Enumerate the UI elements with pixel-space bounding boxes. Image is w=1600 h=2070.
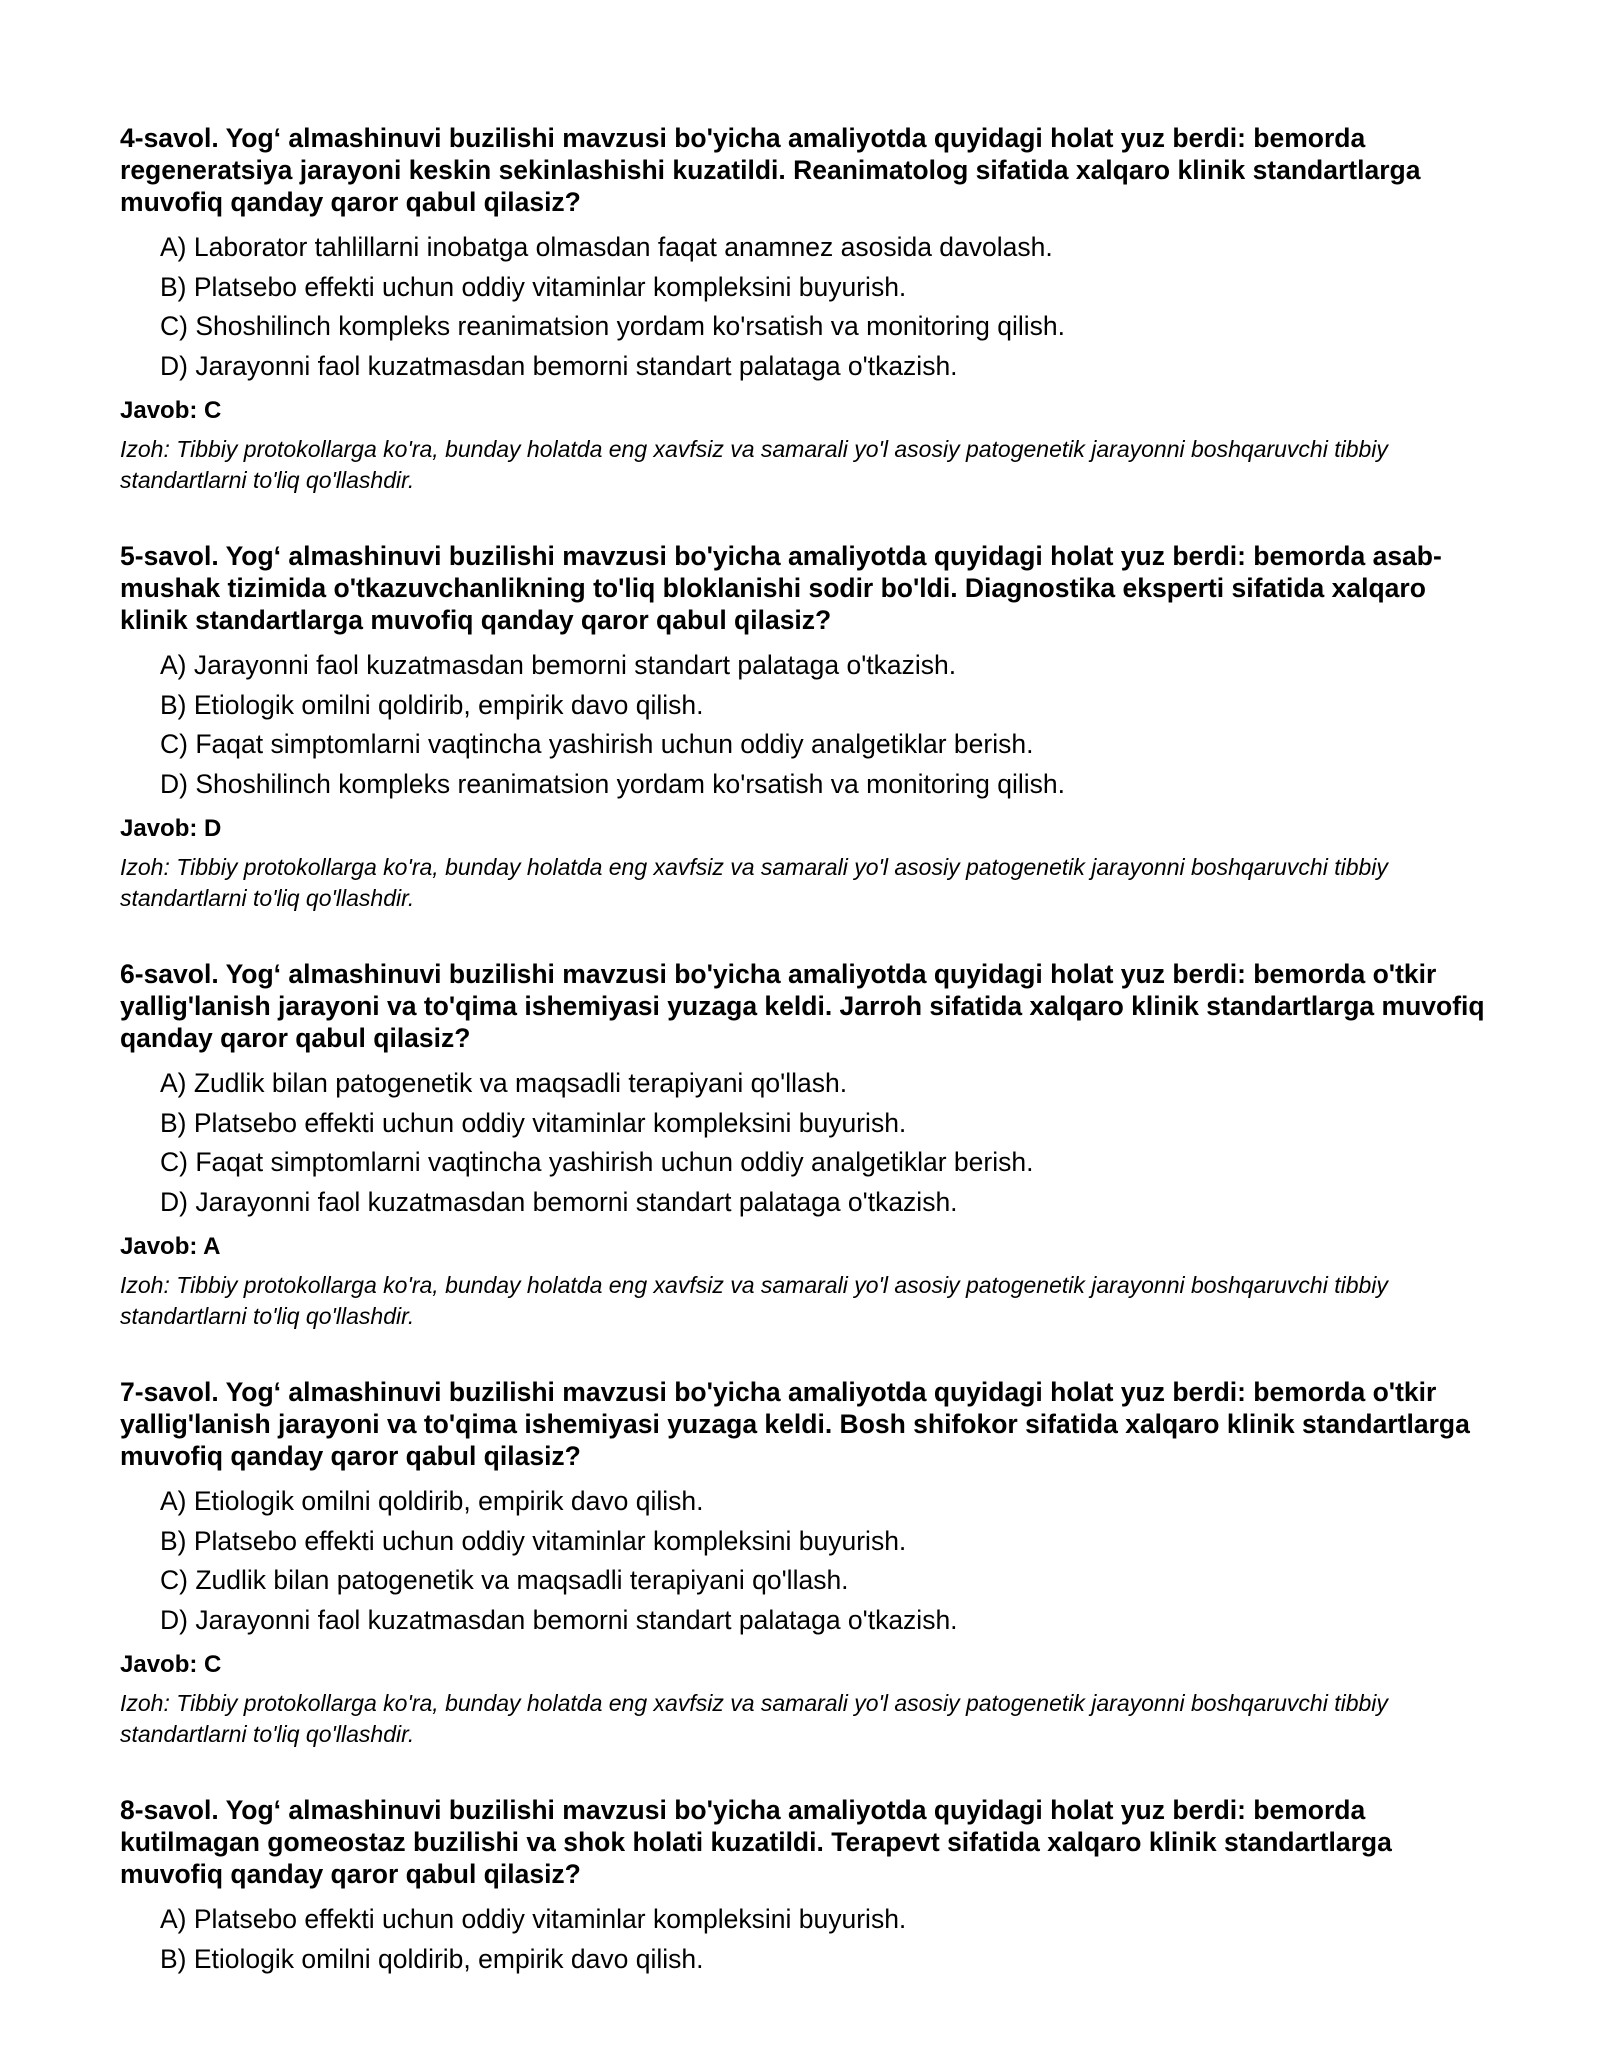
option-b: B) Etiologik omilni qoldirib, empirik davo qilish. <box>160 1943 704 1974</box>
explanation-text: Izoh: Tibbiy protokollarga ko'ra, bunday holatda eng xavfsiz va samarali yo'l asosiy patogenetik jarayonni boshqaruvchi tibbiy standartlarni to'liq qo'llashdir. <box>120 436 1388 493</box>
option-c: C) Shoshilinch kompleks reanimatsion yordam ko'rsatish va monitoring qilish. <box>160 311 1065 341</box>
option-a: A) Zudlik bilan patogenetik va maqsadli terapiyani qo'llash. <box>160 1068 848 1098</box>
question-title: 5-savol. Yog‘ almashinuvi buzilishi mavzusi bo'yicha amaliyotda quyidagi holat yuz berdi: bemorda asab-mushak tizimida o'tkazuvchanlikning to'liq bloklanishi sodir bo'ldi. Diagnostika eksperti sifatida xalqaro klinik standartlarga muvofiq qanday qaror qabul qilasiz? <box>120 541 1442 635</box>
question-7 <box>120 1376 1500 1750</box>
option-list <box>120 228 1500 386</box>
explanation-text: Izoh: Tibbiy protokollarga ko'ra, bunday holatda eng xavfsiz va samarali yo'l asosiy patogenetik jarayonni boshqaruvchi tibbiy standartlarni to'liq qo'llashdir. <box>120 854 1388 911</box>
option-c: C) Faqat simptomlarni vaqtincha yashirish uchun oddiy analgetiklar berish. <box>160 729 1034 759</box>
option-a: A) Etiologik omilni qoldirib, empirik davo qilish. <box>160 1486 704 1516</box>
question-8 <box>120 1794 1500 1979</box>
option-list <box>120 1900 1500 1979</box>
answer-label: Javob: D <box>120 815 222 842</box>
answer-label: Javob: C <box>120 397 222 424</box>
option-d: D) Jarayonni faol kuzatmasdan bemorni standart palataga o'tkazish. <box>160 1186 958 1217</box>
option-a: A) Platsebo effekti uchun oddiy vitaminlar kompleksini buyurish. <box>160 1904 907 1934</box>
option-b: B) Etiologik omilni qoldirib, empirik davo qilish. <box>160 689 704 720</box>
document-page <box>120 122 1500 2023</box>
question-title: 8-savol. Yog‘ almashinuvi buzilishi mavzusi bo'yicha amaliyotda quyidagi holat yuz berdi: bemorda kutilmagan gomeostaz buzilishi va shok holati kuzatildi. Terapevt sifatida xalqaro klinik standartlarga muvofiq qanday qaror qabul qilasiz? <box>120 1795 1392 1889</box>
answer-label: Javob: C <box>120 1651 222 1678</box>
option-d: D) Shoshilinch kompleks reanimatsion yordam ko'rsatish va monitoring qilish. <box>160 768 1065 799</box>
option-a: A) Jarayonni faol kuzatmasdan bemorni standart palataga o'tkazish. <box>160 650 957 680</box>
answer-label: Javob: A <box>120 1233 221 1260</box>
question-4 <box>120 122 1500 496</box>
option-d: D) Jarayonni faol kuzatmasdan bemorni standart palataga o'tkazish. <box>160 1604 958 1635</box>
option-b: B) Platsebo effekti uchun oddiy vitaminlar kompleksini buyurish. <box>160 1107 907 1138</box>
option-list <box>120 1482 1500 1640</box>
question-title: 4-savol. Yog‘ almashinuvi buzilishi mavzusi bo'yicha amaliyotda quyidagi holat yuz berdi: bemorda regeneratsiya jarayoni keskin sekinlashishi kuzatildi. Reanimatolog sifatida xalqaro klinik standartlarga muvofiq qanday qaror qabul qilasiz? <box>120 123 1421 217</box>
option-list <box>120 1064 1500 1222</box>
option-c: C) Faqat simptomlarni vaqtincha yashirish uchun oddiy analgetiklar berish. <box>160 1147 1034 1177</box>
explanation-text: Izoh: Tibbiy protokollarga ko'ra, bunday holatda eng xavfsiz va samarali yo'l asosiy patogenetik jarayonni boshqaruvchi tibbiy standartlarni to'liq qo'llashdir. <box>120 1690 1388 1747</box>
option-b: B) Platsebo effekti uchun oddiy vitaminlar kompleksini buyurish. <box>160 1525 907 1556</box>
option-b: B) Platsebo effekti uchun oddiy vitaminlar kompleksini buyurish. <box>160 271 907 302</box>
question-6 <box>120 958 1500 1332</box>
option-list <box>120 646 1500 804</box>
option-c: C) Zudlik bilan patogenetik va maqsadli terapiyani qo'llash. <box>160 1565 849 1595</box>
option-a: A) Laborator tahlillarni inobatga olmasdan faqat anamnez asosida davolash. <box>160 232 1053 262</box>
option-d: D) Jarayonni faol kuzatmasdan bemorni standart palataga o'tkazish. <box>160 350 958 381</box>
question-title: 7-savol. Yog‘ almashinuvi buzilishi mavzusi bo'yicha amaliyotda quyidagi holat yuz berdi: bemorda o'tkir yallig'lanish jarayoni va to'qima ishemiyasi yuzaga keldi. Bosh shifokor sifatida xalqaro klinik standartlarga muvofiq qanday qaror qabul qilasiz? <box>120 1377 1470 1471</box>
question-5 <box>120 540 1500 914</box>
explanation-text: Izoh: Tibbiy protokollarga ko'ra, bunday holatda eng xavfsiz va samarali yo'l asosiy patogenetik jarayonni boshqaruvchi tibbiy standartlarni to'liq qo'llashdir. <box>120 1272 1388 1329</box>
question-title: 6-savol. Yog‘ almashinuvi buzilishi mavzusi bo'yicha amaliyotda quyidagi holat yuz berdi: bemorda o'tkir yallig'lanish jarayoni va to'qima ishemiyasi yuzaga keldi. Jarroh sifatida xalqaro klinik standartlarga muvofiq qanday qaror qabul qilasiz? <box>120 959 1485 1053</box>
